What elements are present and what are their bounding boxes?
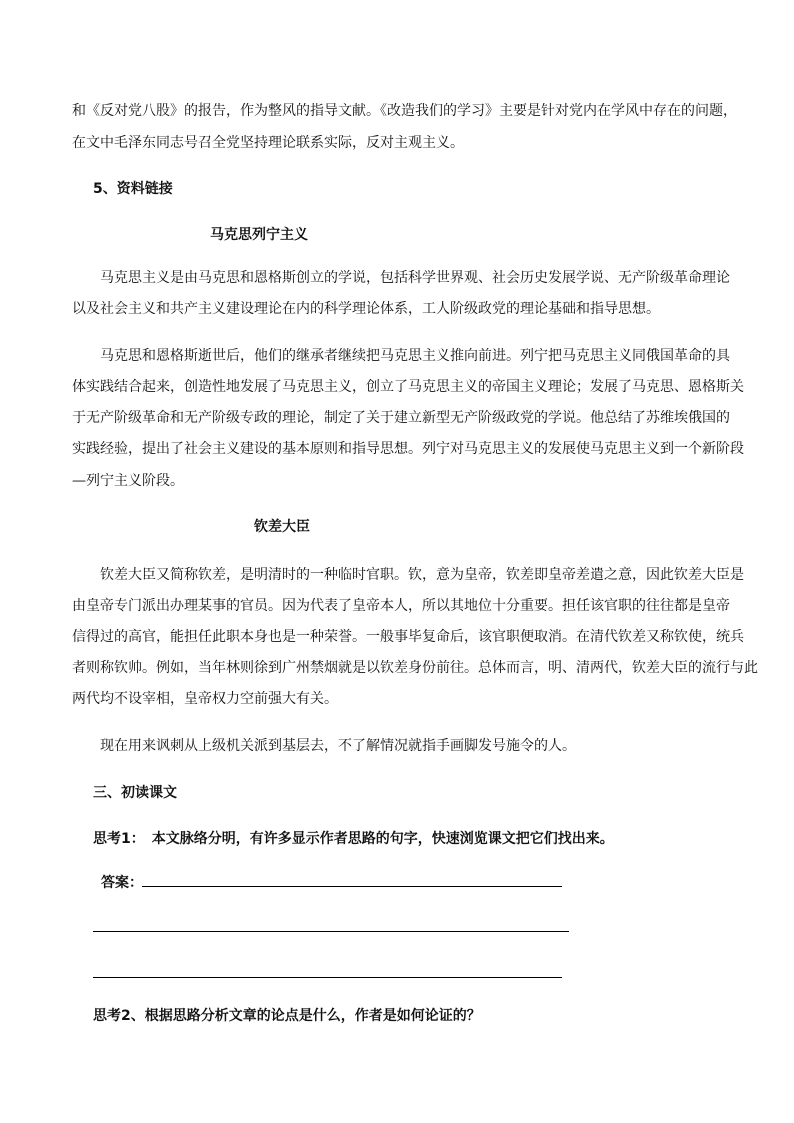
topic-title-marxism-leninism: 马克思列宁主义 [210,227,308,243]
topic-title-imperial-envoy: 钦差大臣 [254,519,310,535]
intro-line-2: 在文中毛泽东同志号召全党坚持理论联系实际，反对主观主义。 [72,135,464,151]
marxism-para2-line2: 体实践结合起来，创造性地发展了马克思主义，创立了马克思主义的帝国主义理论；发展了马克思、恩格斯关 [72,379,744,395]
envoy-para1-line5: 两代均不设宰相，皇帝权力空前强大有关。 [72,691,338,707]
answer-blank-line-2[interactable] [93,931,569,932]
answer-label: 答案： [101,875,143,891]
think-question-1: 思考1： 本文脉络分明，有许多显示作者思路的句字，快速浏览课文把它们找出来。 [93,831,614,847]
marxism-para2-line5: —列宁主义阶段。 [72,473,184,489]
section-3-heading: 三、初读课文 [93,785,177,801]
marxism-para2-line4: 实践经验，提出了社会主义建设的基本原则和指导思想。列宁对马克思主义的发展使马克思主义到一个新阶段 [72,441,744,457]
envoy-para1-line2: 由皇帝专门派出办理某事的官员。因为代表了皇帝本人，所以其地位十分重要。担任该官职的往往都是皇帝 [72,598,730,614]
envoy-para1-line1: 钦差大臣又简称钦差，是明清时的一种临时官职。钦，意为皇帝，钦差即皇帝差遣之意，因此钦差大臣是 [100,567,744,583]
marxism-para2-line3: 于无产阶级革命和无产阶级专政的理论，制定了关于建立新型无产阶级政党的学说。他总结了苏维埃俄国的 [72,410,730,426]
marxism-para2-line1: 马克思和恩格斯逝世后，他们的继承者继续把马克思主义推向前进。列宁把马克思主义同俄国革命的具 [100,348,730,364]
envoy-para1-line4: 者则称钦帅。例如，当年林则徐到广州禁烟就是以钦差身份前往。总体而言，明、清两代，钦差大臣的流行与此 [72,660,758,676]
marxism-para1-line1: 马克思主义是由马克思和恩格斯创立的学说，包括科学世界观、社会历史发展学说、无产阶级革命理论 [100,270,730,286]
answer-blank-line-1[interactable] [142,886,562,887]
section-5-heading: 5、资料链接 [93,181,173,197]
marxism-para1-line2: 以及社会主义和共产主义建设理论在内的科学理论体系，工人阶级政党的理论基础和指导思想。 [72,301,660,317]
envoy-para2: 现在用来讽刺从上级机关派到基层去，不了解情况就指手画脚发号施令的人。 [100,738,576,754]
intro-line-1: 和《反对党八股》的报告，作为整风的指导文献。《改造我们的学习》主要是针对党内在学风中存在的问题， [72,103,737,119]
answer-blank-line-3[interactable] [93,977,562,978]
think-question-2: 思考2、根据思路分析文章的论点是什么，作者是如何论证的？ [93,1008,481,1024]
envoy-para1-line3: 信得过的高官，能担任此职本身也是一种荣誉。一般事毕复命后，该官职便取消。在清代钦差又称钦使，统兵 [72,629,744,645]
